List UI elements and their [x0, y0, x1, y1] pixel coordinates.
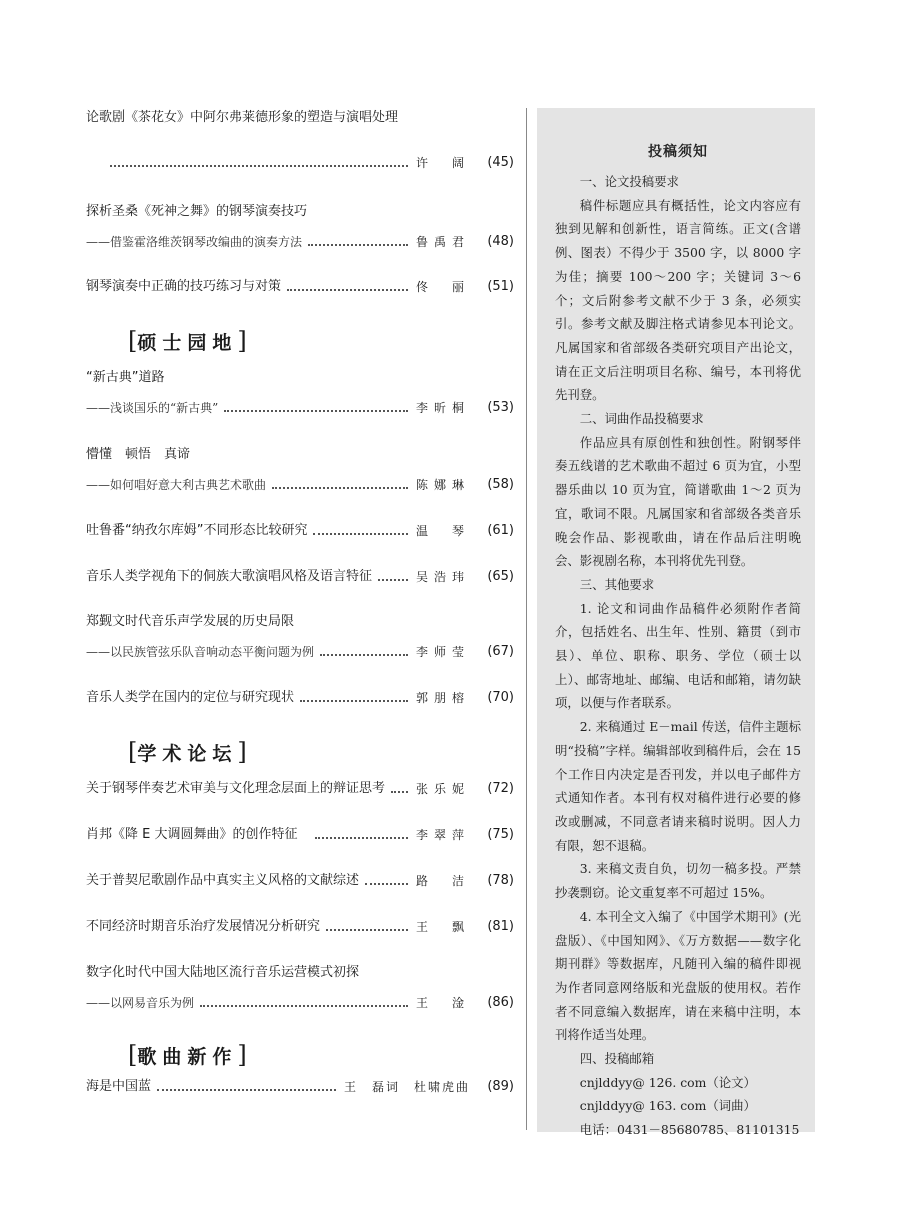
page-number: (67): [487, 644, 514, 659]
toc-entry[interactable]: [86, 369, 514, 417]
article-title: 音乐人类学在国内的定位与研究现状: [86, 690, 295, 705]
article-subtitle: ——借鉴霍洛维茨钢琴改编曲的演奏方法: [86, 235, 303, 249]
dot-leader: [308, 244, 408, 246]
article-title: 海是中国蓝: [86, 1079, 152, 1094]
toc-entry[interactable]: [86, 109, 514, 172]
article-title: 数字化时代中国大陆地区流行音乐运营模式初探: [86, 965, 360, 980]
page-number: (81): [487, 919, 514, 934]
article-author: 李翠萍: [415, 828, 470, 842]
dot-leader: [315, 837, 408, 839]
dot-leader: [365, 883, 408, 885]
page-number: (48): [487, 234, 514, 249]
toc-entry[interactable]: [86, 826, 514, 844]
dot-leader: [313, 533, 408, 535]
toc-entry[interactable]: [86, 522, 514, 540]
submission-notice-box: [537, 108, 815, 1138]
notice-heading: 二、词曲作品投稿要求: [579, 411, 704, 427]
article-title: 关于钢琴伴奏艺术审美与文化理念层面上的辩证思考: [86, 781, 386, 796]
article-author: 李师莹: [415, 645, 470, 659]
notice-heading: 一、论文投稿要求: [579, 174, 679, 189]
article-author: 王 飘: [415, 920, 470, 934]
article-author: 李昕桐: [415, 401, 470, 415]
notice-heading: 四、投稿邮箱: [579, 1051, 655, 1067]
toc-entry[interactable]: [86, 689, 514, 707]
toc-entry[interactable]: [86, 613, 514, 661]
article-author: 张乐妮: [415, 782, 470, 796]
page-number: (78): [487, 873, 514, 888]
page-number: (72): [487, 781, 514, 796]
article-author: 王 淦: [415, 996, 470, 1010]
article-author: 郭朋榕: [415, 691, 470, 705]
toc-entry[interactable]: [86, 1078, 514, 1096]
dot-leader: [378, 579, 408, 581]
page-number: (61): [487, 523, 514, 538]
toc-entry[interactable]: [86, 780, 514, 798]
article-title: 不同经济时期音乐治疗发展情况分析研究: [86, 919, 321, 934]
article-author: 吴浩玮: [415, 570, 470, 584]
article-subtitle: ——以网易音乐为例: [86, 996, 195, 1010]
article-author: 许 阔: [415, 156, 470, 170]
toc-entry[interactable]: [86, 872, 514, 890]
article-title: 懵懂 顿悟 真谛: [86, 447, 191, 462]
article-subtitle: ——如何唱好意大利古典艺术歌曲: [86, 478, 267, 492]
dot-leader: [287, 289, 408, 291]
toc-entry[interactable]: [86, 568, 514, 586]
toc-entry[interactable]: [86, 964, 514, 1012]
page-number: (51): [487, 279, 514, 294]
page-number: (45): [487, 155, 514, 170]
article-title: 探析圣桑《死神之舞》的钢琴演奏技巧: [86, 204, 308, 219]
page-number: (58): [487, 477, 514, 492]
article-title: 关于普契尼歌剧作品中真实主义风格的文献综述: [86, 873, 360, 888]
article-subtitle: ——浅谈国乐的“新古典”: [86, 401, 219, 415]
page-number: (65): [487, 569, 514, 584]
toc-entry[interactable]: [86, 278, 514, 296]
notice-title: 投稿须知: [648, 144, 708, 160]
section-heading: [歌曲新作]: [128, 1041, 247, 1069]
article-author: 陈娜琳: [415, 478, 470, 492]
notice-paragraph: 4. 本刊全文入编了《中国学术期刊》(光盘版）、《中国知网》、《万方数据——数字化期刊群》等数据库，凡随刊入编的稿件即视为作者同意网络版和光盘版的使用权。若作者不同意编入数据库，请在来稿中注明，本刊将作适当处理。: [555, 908, 801, 1043]
page-number: (75): [487, 827, 514, 842]
article-title: “新古典”道路: [86, 370, 165, 385]
article-title: 钢琴演奏中正确的技巧练习与对策: [86, 279, 282, 294]
notice-paragraph: 2. 来稿通过 E－mail 传送，信件主题标明“投稿”字样。编辑部收到稿件后，会在 15 个工作日内决定是否刊发，并以电子邮件方式通知作者。本刊有权对稿件进行必要的修改或删减，不同意者请来稿时说明。因人力有限，恕不退稿。: [555, 719, 801, 853]
page-number: (86): [487, 995, 514, 1010]
dot-leader: [391, 791, 408, 793]
article-title: 郑觐文时代音乐声学发展的历史局限: [86, 614, 295, 629]
page-number: (70): [487, 690, 514, 705]
article-subtitle: ——以民族管弦乐队音响动态平衡问题为例: [86, 645, 315, 659]
article-author: 鲁禹君: [415, 235, 470, 249]
article-author: 路 洁: [415, 874, 470, 888]
notice-paragraph: 作品应具有原创性和独创性。附钢琴伴奏五线谱的艺术歌曲不超过 6 页为宜，小型器乐曲以 10 页为宜，简谱歌曲 1～2 页为宜，歌词不限。凡属国家和省部级各类音乐晚会作品、影视歌曲，请在作品后注明晚会、影视剧名称，本刊将优先刊登。: [555, 434, 801, 569]
article-title: 肖邦《降 E 大调圆舞曲》的创作特征: [86, 827, 298, 842]
notice-paragraph: 稿件标题应具有概括性，论文内容应有独到见解和创新性，语言简练。正文(含谱例、图表）不得少于 3500 字，以 8000 字为佳；摘要 100～200 字；关键词 3～6 个；文后附参考文献不少于 3 条，必须实引。参考文献及脚注格式请参见本刊论文。凡属国家和省部级各类研究项目产出论文，请在正文后注明项目名称、编号，本刊将优先刊登。: [555, 197, 801, 403]
article-title: 论歌剧《茶花女》中阿尔弗莱德形象的塑造与演唱处理: [86, 110, 399, 125]
article-author: 温 琴: [415, 524, 470, 538]
email-song[interactable]: cnjlddyy@ 163. com（词曲）: [579, 1098, 756, 1114]
dot-leader: [272, 487, 408, 489]
toc-entry[interactable]: [86, 203, 514, 251]
article-author: 佟 丽: [415, 280, 470, 294]
notice-paragraph: 1. 论文和词曲作品稿件必须附作者简介，包括姓名、出生年、性别、籍贯（到市县）、单位、职称、职务、学位（硕士以上）、邮寄地址、邮编、电话和邮箱，请勿缺项，以便与作者联系。: [555, 600, 801, 711]
page-number: (53): [487, 400, 514, 415]
dot-leader: [224, 410, 408, 412]
email-paper[interactable]: cnjlddyy@ 126. com（论文）: [579, 1074, 756, 1090]
phone-number: 电话：0431－85680785、81101315: [579, 1122, 800, 1138]
toc-entry[interactable]: [86, 918, 514, 936]
article-author: 王 磊词 杜啸虎曲: [343, 1080, 470, 1094]
dot-leader: [200, 1005, 408, 1007]
page-number: (89): [487, 1079, 514, 1094]
section-heading: [学术论坛]: [128, 738, 247, 766]
dot-leader: [157, 1089, 336, 1091]
notice-heading: 三、其他要求: [579, 576, 655, 592]
section-heading: [硕士园地]: [128, 327, 247, 355]
dot-leader: [300, 700, 408, 702]
notice-paragraph: 3. 来稿文责自负，切勿一稿多投。严禁抄袭剽窃。论文重复率不可超过 15%。: [555, 861, 801, 901]
dot-leader: [110, 165, 408, 167]
column-divider: [526, 108, 527, 1130]
toc-entry[interactable]: [86, 446, 514, 494]
article-title: 吐鲁番“纳孜尔库姆”不同形态比较研究: [86, 523, 308, 538]
article-title: 音乐人类学视角下的侗族大歌演唱风格及语言特征: [86, 569, 373, 584]
table-of-contents: [86, 0, 514, 1221]
dot-leader: [320, 654, 408, 656]
dot-leader: [326, 929, 408, 931]
